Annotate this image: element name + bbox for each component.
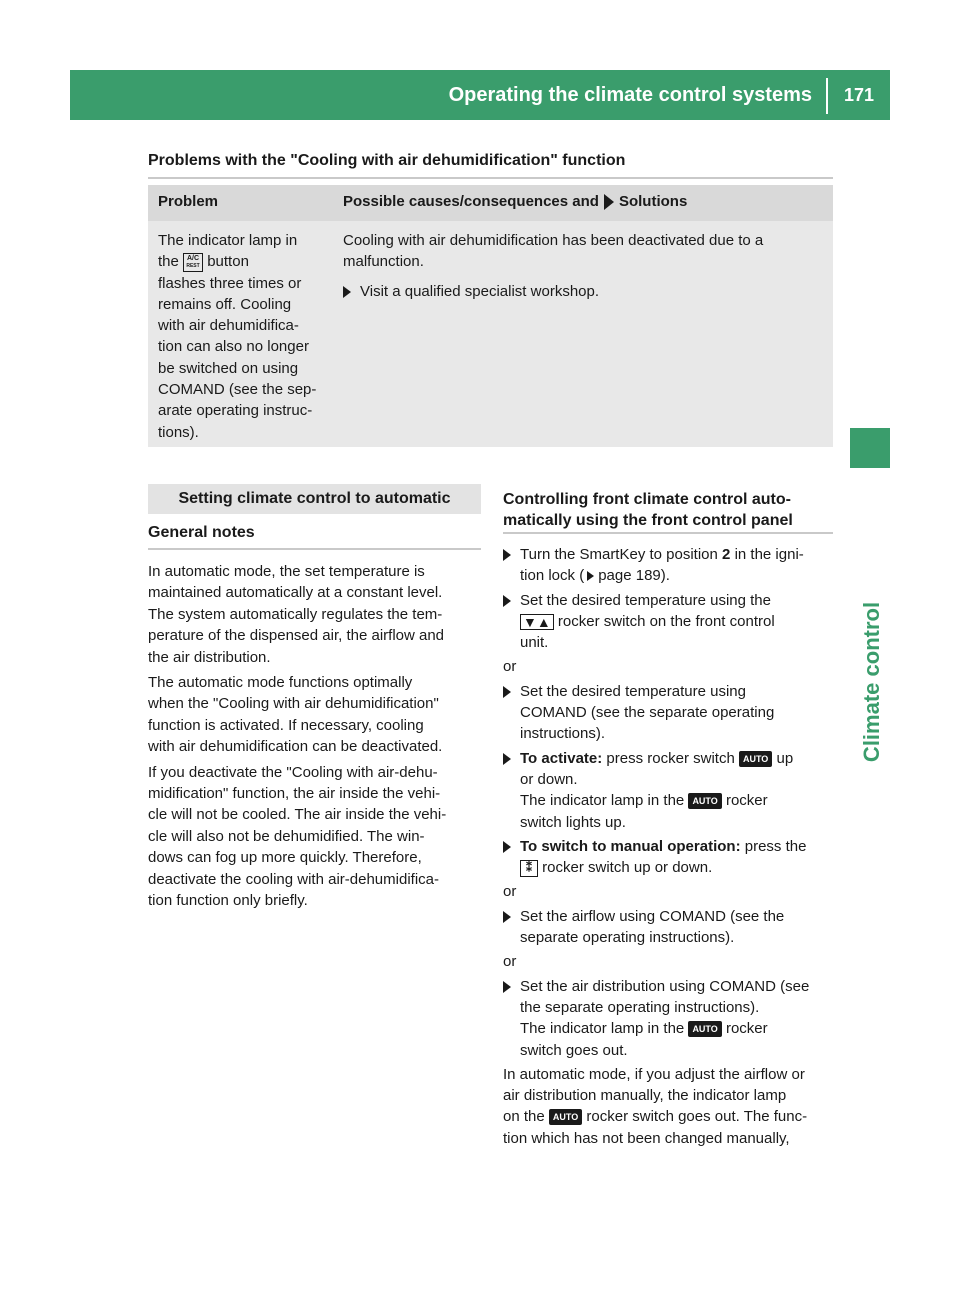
- section-divider: [503, 532, 833, 534]
- auto-button-icon: AUTO: [739, 751, 772, 767]
- or-separator: or: [503, 658, 517, 676]
- step-arrow-icon: [503, 981, 511, 993]
- step-arrow-icon: [503, 753, 511, 765]
- table-header-label: Problem: [158, 193, 219, 210]
- paragraph: In automatic mode, the set temperature is maintained automatically at a constant level. The system automatically regulates the tem- perature of the dispensed air, the airflow and the air distribution.: [148, 563, 445, 666]
- ac-button-icon: A/C REST: [183, 253, 203, 272]
- table-header-label: Possible causes/consequences and Solutions: [343, 193, 688, 210]
- chapter-tab-label: Climate control: [859, 601, 884, 763]
- instruction-step: Set the airflow using COMAND (see the separate operating instructions).: [503, 906, 837, 949]
- header-title: Operating the climate control systems: [448, 84, 812, 106]
- fan-rocker-icon: ⁑: [520, 860, 538, 877]
- subsection-title: Setting climate control to automatic: [178, 490, 451, 507]
- or-separator: or: [503, 883, 517, 901]
- auto-button-icon: AUTO: [549, 1109, 582, 1125]
- table-header-problem: [148, 185, 337, 221]
- instruction-step: Set the desired temperature using the ▼▲ rocker switch on the front control unit.: [503, 590, 837, 654]
- controlling-heading: Controlling front climate control auto- matically using the front control panel: [503, 491, 793, 529]
- section-divider: [148, 548, 481, 550]
- page-reference-icon: [587, 571, 594, 581]
- table-cell-problem: [148, 221, 337, 447]
- auto-button-icon: AUTO: [688, 793, 721, 809]
- instruction-step: To activate: press rocker switch AUTO up or down. The indicator lamp in the AUTO rocker switch lights up.: [503, 748, 837, 833]
- problem-text: The indicator lamp in the A/C REST button flashes three times or remains off. Cooling with air dehumidifica- tion can also no longer be switched on using COMAND (see the sep- arate operating instruc- tions).: [158, 232, 317, 441]
- subsection-banner: [148, 484, 481, 514]
- table-header-causes: [337, 185, 833, 221]
- solution-step: Visit a qualified specialist workshop.: [343, 281, 831, 302]
- step-arrow-icon: [503, 549, 511, 561]
- general-notes-heading: General notes: [148, 524, 255, 541]
- step-arrow-icon: [503, 686, 511, 698]
- instruction-step: Turn the SmartKey to position 2 in the igni- tion lock ( page 189).: [503, 544, 837, 587]
- or-separator: or: [503, 953, 517, 971]
- chapter-tab-marker: [850, 428, 890, 468]
- auto-button-icon: AUTO: [688, 1021, 721, 1037]
- instruction-step: To switch to manual operation: press the ⁑ rocker switch up or down.: [503, 836, 837, 879]
- instruction-step: Set the desired temperature using COMAND (see the separate operating instructions).: [503, 681, 837, 745]
- cause-text: Cooling with air dehumidification has been deactivated due to a malfunction. Visit a qualified specialist workshop.: [343, 230, 831, 302]
- page-header: [70, 70, 890, 120]
- page-number: 171: [843, 85, 875, 105]
- paragraph: If you deactivate the "Cooling with air-dehu- midification" function, the air inside the vehi- cle will not be cooled. The air inside the vehi- cle will also not be dehumidified. The win- dows can fog up more quickly. Therefore, deactivate the cooling with air-dehumidifica- tion function only briefly.: [148, 763, 447, 910]
- step-arrow-icon: [343, 286, 351, 298]
- section-divider: [148, 177, 833, 179]
- closing-paragraph: In automatic mode, if you adjust the airflow or air distribution manually, the indicator lamp on the AUTO rocker switch goes out. The func- tion which has not been changed manually,: [503, 1065, 808, 1147]
- temperature-rocker-icon: ▼▲: [520, 614, 554, 630]
- general-notes-body: [148, 561, 483, 916]
- solution-arrow-icon: [604, 194, 614, 210]
- step-arrow-icon: [503, 841, 511, 853]
- paragraph: The automatic mode functions optimally when the "Cooling with air dehumidification" function is activated. If necessary, cooling with air dehumidification can be deactivated.: [148, 674, 443, 756]
- instruction-step: Set the air distribution using COMAND (see the separate operating instructions). The indicator lamp in the AUTO rocker switch goes out.: [503, 976, 837, 1061]
- table-cell-causes: [337, 221, 833, 447]
- controlling-body: [503, 544, 837, 1149]
- problems-section-title: Problems with the "Cooling with air dehumidification" function: [148, 152, 626, 169]
- step-arrow-icon: [503, 595, 511, 607]
- step-arrow-icon: [503, 911, 511, 923]
